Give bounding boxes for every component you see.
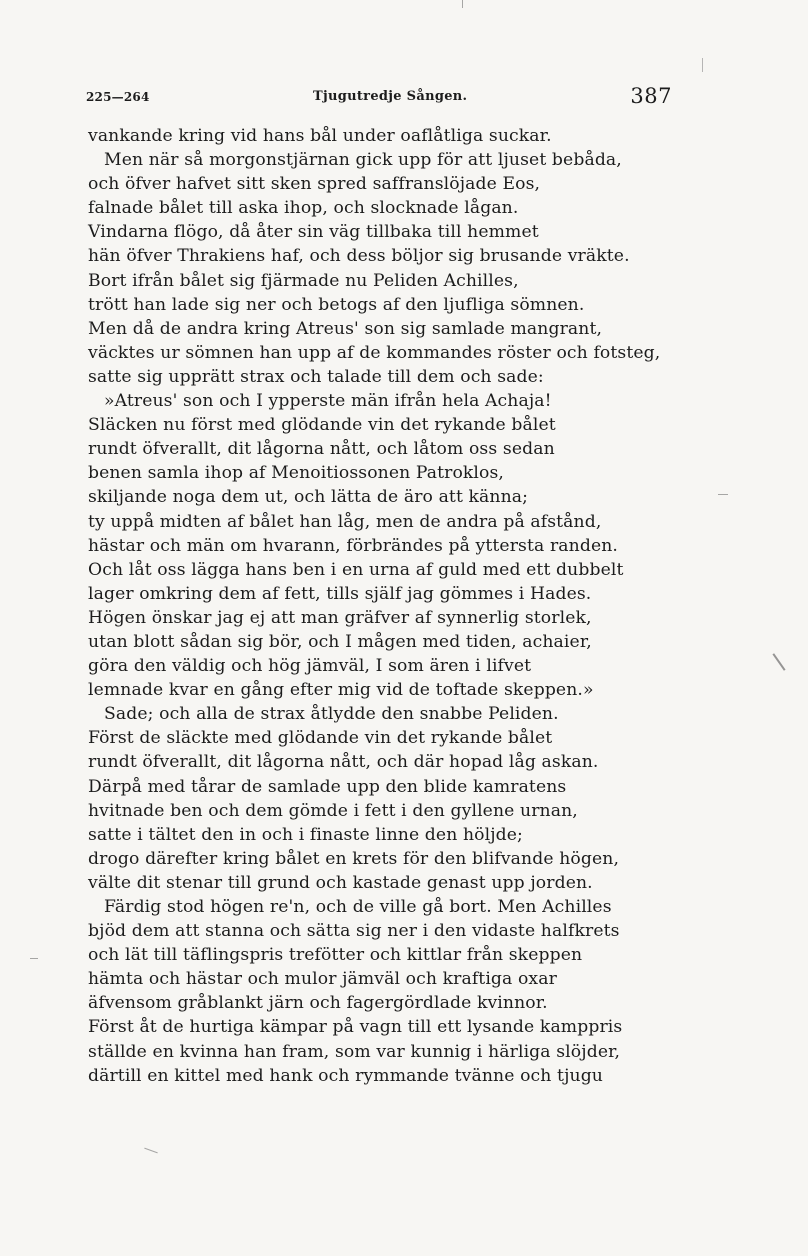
text-line: därtill en kittel med hank och rymmande tvänne och tjugu <box>88 1065 603 1086</box>
text-line: vankande kring vid hans bål under oaflåtliga suckar. <box>88 126 552 146</box>
text-line: Men när så morgonstjärnan gick upp för att ljuset bebåda, <box>104 150 622 171</box>
text-line: satte sig upprätt strax och talade till dem och sade: <box>88 366 544 387</box>
margin-mark <box>772 653 785 671</box>
text-line: Högen önskar jag ej att man gräfver af synnerlig storlek, <box>88 607 592 628</box>
text-line: Därpå med tårar de samlade upp den blide kamratens <box>88 776 567 797</box>
text-line: drogo därefter kring bålet en krets för den blifvande högen, <box>88 848 620 869</box>
margin-mark <box>144 1148 157 1154</box>
text-line: ställde en kvinna han fram, som var kunnig i härliga slöjder, <box>88 1041 621 1062</box>
text-line: Först de släckte med glödande vin det rykande bålet <box>88 728 553 749</box>
page-header <box>86 84 676 114</box>
text-line: rundt öfverallt, dit lågorna nått, och där hopad låg askan. <box>88 752 599 773</box>
margin-mark <box>702 58 703 72</box>
page-number: 387 <box>630 84 672 108</box>
text-line: Och låt oss lägga hans ben i en urna af guld med ett dubbelt <box>88 559 624 580</box>
verse-text <box>88 124 678 1088</box>
text-line: Först åt de hurtiga kämpar på vagn till ett lysande kamppris <box>88 1017 623 1038</box>
text-line: hän öfver Thrakiens haf, och dess böljor sig brusande vräkte. <box>88 246 630 267</box>
text-line: Vindarna flögo, då åter sin väg tillbaka till hemmet <box>88 222 539 243</box>
text-line: och lät till täflingspris trefötter och kittlar från skeppen <box>88 945 583 966</box>
text-line: göra den väldig och hög jämväl, I som ären i lifvet <box>88 656 532 677</box>
running-title: Tjugutredje Sången. <box>313 89 468 104</box>
text-line: lemnade kvar en gång efter mig vid de toftade skeppen.» <box>88 680 594 701</box>
text-line: utan blott sådan sig bör, och I mågen med tiden, achaier, <box>88 631 592 652</box>
text-line: Sade; och alla de strax åtlydde den snabbe Peliden. <box>104 704 559 725</box>
text-line: trött han lade sig ner och betogs af den ljufliga sömnen. <box>88 294 585 315</box>
text-line: och öfver hafvet sitt sken spred saffranslöjade Eos, <box>88 174 541 195</box>
text-line: satte i tältet den in och i finaste linne den höljde; <box>88 824 523 845</box>
text-line: lager omkring dem af fett, tills själf jag gömmes i Hades. <box>88 583 592 604</box>
text-line: hästar och män om hvarann, förbrändes på yttersta randen. <box>88 535 618 556</box>
text-line: Bort ifrån bålet sig fjärmade nu Peliden Achilles, <box>88 270 519 291</box>
text-line: benen samla ihop af Menoitiossonen Patroklos, <box>88 463 504 484</box>
text-line: äfvensom gråblankt järn och fagergördlade kvinnor. <box>88 993 548 1014</box>
text-line: bjöd dem att stanna och sätta sig ner i den vidaste halfkrets <box>88 921 620 942</box>
text-line: väcktes ur sömnen han upp af de kommandes röster och fotsteg, <box>88 342 661 363</box>
text-line: hvitnade ben och dem gömde i fett i den gyllene urnan, <box>88 800 578 821</box>
text-line: hämta och hästar och mulor jämväl och kraftiga oxar <box>88 969 557 990</box>
text-line: Släcken nu först med glödande vin det rykande bålet <box>88 415 556 436</box>
text-line: Färdig stod högen re'n, och de ville gå bort. Men Achilles <box>104 897 612 917</box>
text-line: skiljande noga dem ut, och lätta de äro att känna; <box>88 487 529 508</box>
text-line: Men då de andra kring Atreus' son sig samlade mangrant, <box>88 318 603 339</box>
text-line: välte dit stenar till grund och kastade genast upp jorden. <box>88 872 593 893</box>
text-line: »Atreus' son och I ypperste män ifrån hela Achaja! <box>104 391 552 412</box>
text-line: ty uppå midten af bålet han låg, men de andra på afstånd, <box>88 511 602 532</box>
margin-mark <box>462 0 463 8</box>
text-line: falnade bålet till aska ihop, och slocknade lågan. <box>88 198 519 219</box>
margin-mark <box>718 494 728 495</box>
text-line: rundt öfverallt, dit lågorna nått, och låtom oss sedan <box>88 439 555 460</box>
line-range: 225—264 <box>86 90 150 104</box>
margin-mark <box>30 958 38 959</box>
